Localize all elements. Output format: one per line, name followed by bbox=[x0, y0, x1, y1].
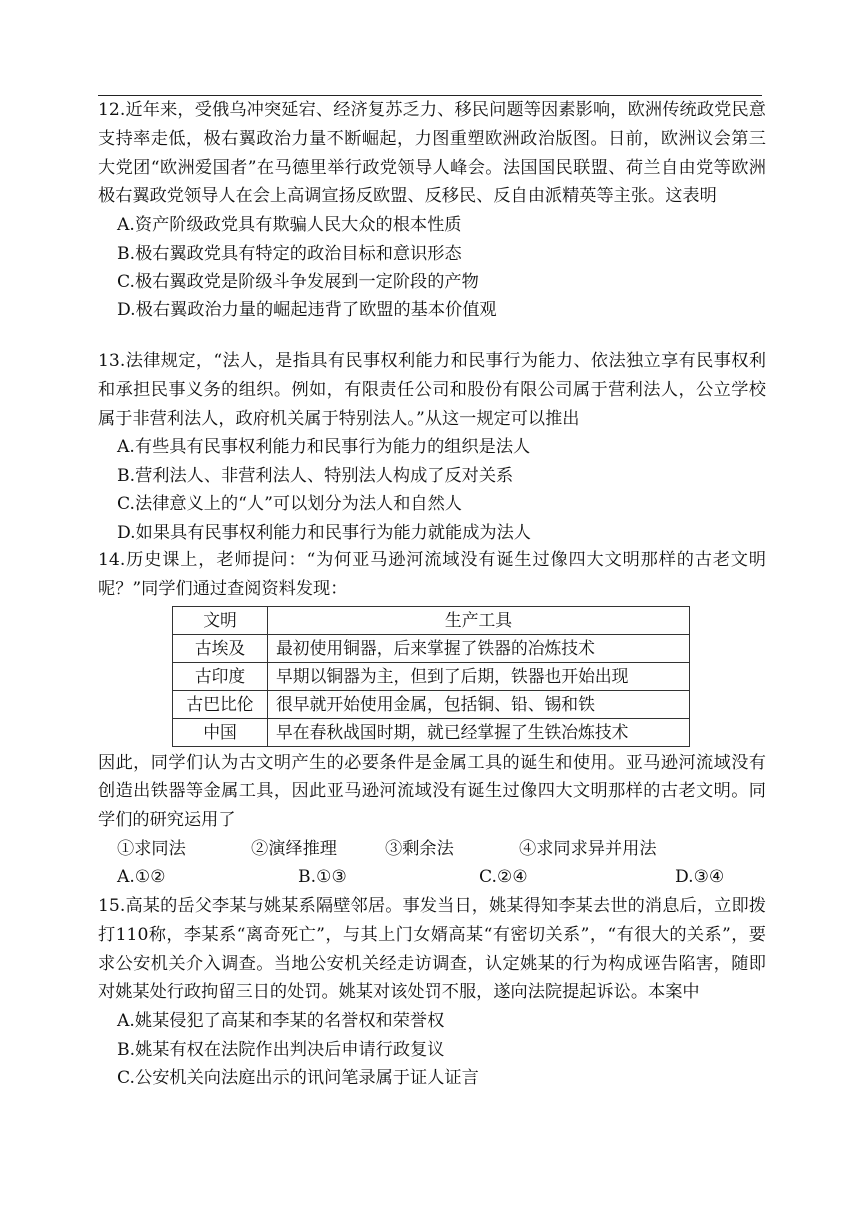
choice-14-b: B.①③ bbox=[298, 867, 347, 888]
method-2: ②演绎推理 bbox=[251, 838, 337, 859]
method-3: ③剩余法 bbox=[385, 838, 454, 859]
option-12-b: B.极右翼政党具有特定的政治目标和意识形态 bbox=[117, 243, 462, 264]
table-row bbox=[173, 662, 690, 690]
question-14-methods bbox=[98, 835, 766, 863]
question-14-conclusion: 因此，同学们认为古文明产生的必要条件是金属工具的诞生和使用。亚马逊河流域没有创造出铁器等金属工具，因此亚马逊河流域没有诞生过像四大文明那样的古老文明。同学们的研究运用了 bbox=[98, 752, 766, 831]
civilization-tools-table bbox=[172, 606, 690, 747]
table-row bbox=[173, 718, 690, 746]
option-12-c: C.极右翼政党是阶级斗争发展到一定阶段的产物 bbox=[117, 272, 479, 292]
option-15-b: B.姚某有权在法院作出判决后申请行政复议 bbox=[117, 1039, 445, 1060]
option-12-a: A.资产阶级政党具有欺骗人民大众的根本性质 bbox=[117, 215, 462, 236]
option-13-a: A.有些具有民事权利能力和民事行为能力的组织是法人 bbox=[117, 437, 531, 458]
question-15 bbox=[98, 892, 766, 1092]
question-14-stem: 14.历史课上，老师提问：“为何亚马逊河流域没有诞生过像四大文明那样的古老文明呢？”同学们通过查阅资料发现： bbox=[98, 550, 766, 599]
option-13-c: C.法律意义上的“人”可以划分为法人和自然人 bbox=[117, 494, 462, 515]
option-13-b: B.营利法人、非营利法人、特别法人构成了反对关系 bbox=[117, 465, 514, 486]
question-13-stem: 13.法律规定，“法人，是指具有民事权利能力和民事行为能力、依法独立享有民事权利和承担民事义务的组织。例如，有限责任公司和股份有限公司属于营利法人，公立学校属于非营利法人，政府机关属于特别法人。”从这一规定可以推出 bbox=[98, 351, 766, 429]
method-1: ①求同法 bbox=[117, 838, 186, 859]
choice-14-a: A.①② bbox=[117, 867, 166, 888]
choice-14-d: D.③④ bbox=[675, 867, 725, 888]
table-header-tools: 生产工具 bbox=[268, 606, 690, 634]
table-cell: 古埃及 bbox=[173, 634, 268, 662]
method-4: ④求同求异并用法 bbox=[519, 838, 657, 859]
choice-14-c: C.②④ bbox=[479, 867, 528, 888]
question-13 bbox=[98, 347, 766, 547]
question-14-choices bbox=[98, 863, 766, 891]
table-header-civilization: 文明 bbox=[173, 606, 268, 634]
table-row bbox=[173, 634, 690, 662]
table-cell: 中国 bbox=[173, 718, 268, 746]
table-cell: 最初使用铜器，后来掌握了铁器的冶炼技术 bbox=[268, 634, 690, 662]
table-cell: 早期以铜器为主，但到了后期，铁器也开始出现 bbox=[268, 662, 690, 690]
question-12-stem: 12.近年来，受俄乌冲突延宕、经济复苏乏力、移民问题等因素影响，欧洲传统政党民意支持率走低，极右翼政治力量不断崛起，力图重塑欧洲政治版图。日前，欧洲议会第三大党团“欧洲爱国者”在马德里举行政党领导人峰会。法国国民联盟、荷兰自由党等欧洲极右翼政党领导人在会上高调宣扬反欧盟、反移民、反自由派精英等主张。这表明 bbox=[98, 100, 766, 207]
option-15-a: A.姚某侵犯了高某和李某的名誉权和荣誉权 bbox=[117, 1011, 445, 1032]
table-cell: 很早就开始使用金属，包括铜、铅、锡和铁 bbox=[268, 690, 690, 718]
table-row bbox=[173, 690, 690, 718]
option-13-d: D.如果具有民事权利能力和民事行为能力就能成为法人 bbox=[117, 522, 531, 543]
question-12 bbox=[98, 96, 766, 325]
table-cell: 古印度 bbox=[173, 662, 268, 690]
table-cell: 古巴比伦 bbox=[173, 690, 268, 718]
table-cell: 早在春秋战国时期，就已经掌握了生铁冶炼技术 bbox=[268, 718, 690, 746]
option-15-c: C.公安机关向法庭出示的讯问笔录属于证人证言 bbox=[117, 1068, 479, 1088]
question-15-stem: 15.高某的岳父李某与姚某系隔壁邻居。事发当日，姚某得知李某去世的消息后，立即拨打110称，李某系“离奇死亡”，与其上门女婿高某“有密切关系”，“有很大的关系”，要求公安机关介入调查。当地公安机关经走访调查，认定姚某的行为构成诬告陷害，随即对姚某处行政拘留三日的处罚。姚某对该处罚不服，遂向法院提起诉讼。本案中 bbox=[98, 896, 766, 1003]
question-14 bbox=[98, 546, 766, 892]
table-header-row bbox=[173, 606, 690, 634]
option-12-d: D.极右翼政治力量的崛起违背了欧盟的基本价值观 bbox=[117, 300, 497, 321]
